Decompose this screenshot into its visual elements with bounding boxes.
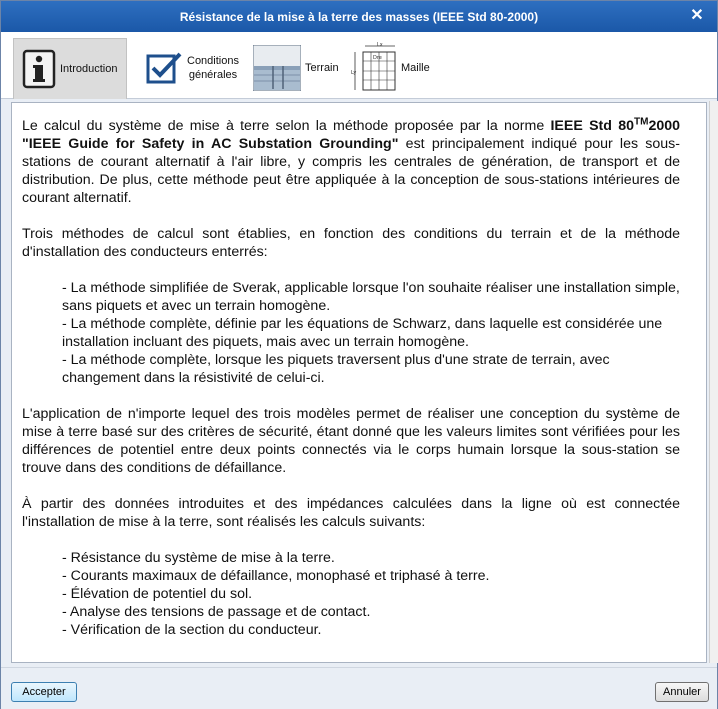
- cancel-button[interactable]: Annuler: [655, 682, 709, 702]
- methods-list: [22, 279, 680, 387]
- grid-cell-label: Dre: [373, 55, 382, 61]
- standard-name: IEEE Std 80: [550, 118, 634, 134]
- calculations-list: [22, 549, 680, 639]
- tab-conditions-label: [187, 54, 239, 82]
- window-title: Résistance de la mise à la terre des masses (IEEE Std 80-2000): [179, 9, 539, 24]
- close-icon[interactable]: ✕: [690, 7, 704, 24]
- list-item: - La méthode complète, définie par les équations de Schwarz, dans laquelle est considérée une installation incluant des piquets, mais avec un terrain homogène.: [62, 316, 663, 350]
- list-item: - La méthode complète, lorsque les piquets traversent plus d'une strate de terrain, avec changement dans la résistivité de celui-ci.: [62, 352, 610, 386]
- list-item: - Vérification de la section du conducteur.: [62, 622, 322, 638]
- tab-maille-label: Maille: [401, 62, 430, 74]
- checkbox-icon: [145, 51, 183, 85]
- info-icon: [22, 49, 56, 89]
- intro-p1-text-a: Le calcul du système de mise à terre selon la méthode proposée par la norme: [22, 118, 551, 134]
- standard-title: 2000 "IEEE Guide for Safety in AC Substation Grounding": [22, 118, 680, 152]
- intro-p1-text-c: est principalement indiqué pour les sous-stations de courant alternatif à l'air libre, y compris les centrales de génération, de transport et de distribution. De plus, cette méthode peut être appliquée à la conception de sous-stations intérieures de courant alternatif.: [22, 136, 680, 206]
- tab-terrain-label: Terrain: [305, 62, 339, 74]
- list-item: - Élévation de potentiel du sol.: [62, 586, 253, 602]
- accept-button[interactable]: Accepter: [11, 682, 77, 702]
- vertical-scrollbar[interactable]: [709, 101, 718, 663]
- tab-conditions-label-line1: Conditions: [187, 55, 239, 67]
- trademark-sup: TM: [633, 116, 649, 128]
- list-item: - Courants maximaux de défaillance, monophasé et triphasé à terre.: [62, 568, 490, 584]
- intro-paragraph-2: Trois méthodes de calcul sont établies, en fonction des conditions du terrain et de la méthode d'installation des conducteurs enterrés:: [22, 226, 680, 260]
- tab-maille[interactable]: [351, 38, 441, 98]
- terrain-icon: [253, 45, 301, 91]
- tab-bar: [1, 32, 717, 99]
- tab-introduction-label: Introduction: [60, 63, 118, 75]
- intro-paragraph-3: L'application de n'importe lequel des trois modèles permet de réaliser une conception du système de mise à terre basé sur des critères de sécurité, étant donné que les valeurs limites sont vérifiées pour les différences de potentiel entre deux points connectés via le corps humain lorsque la sous-station se trouve dans des conditions de défaillance.: [22, 406, 680, 476]
- list-item: - Analyse des tensions de passage et de contact.: [62, 604, 371, 620]
- tab-conditions-generales[interactable]: [145, 38, 245, 98]
- dialog-footer: [1, 667, 717, 709]
- title-bar: [1, 1, 717, 32]
- list-item: - Résistance du système de mise à la terre.: [62, 550, 335, 566]
- tab-introduction[interactable]: [13, 38, 127, 99]
- list-item: - La méthode simplifiée de Sverak, applicable lorsque l'on souhaite réaliser une installation simple, sans piquets et avec un terrain homogène.: [62, 280, 680, 314]
- grid-mesh-icon: [351, 42, 397, 94]
- introduction-text-panel: [11, 102, 707, 663]
- intro-paragraph-4: À partir des données introduites et des impédances calculées dans la ligne où est connectée l'installation de mise à la terre, sont réalisés les calculs suivants:: [22, 496, 680, 530]
- grid-dim-y-label: Ly: [351, 70, 357, 76]
- tab-terrain[interactable]: [253, 38, 343, 98]
- intro-paragraph-1: [22, 117, 680, 207]
- grid-dim-x-label: Lx: [377, 42, 383, 48]
- tab-conditions-label-line2: générales: [188, 69, 238, 81]
